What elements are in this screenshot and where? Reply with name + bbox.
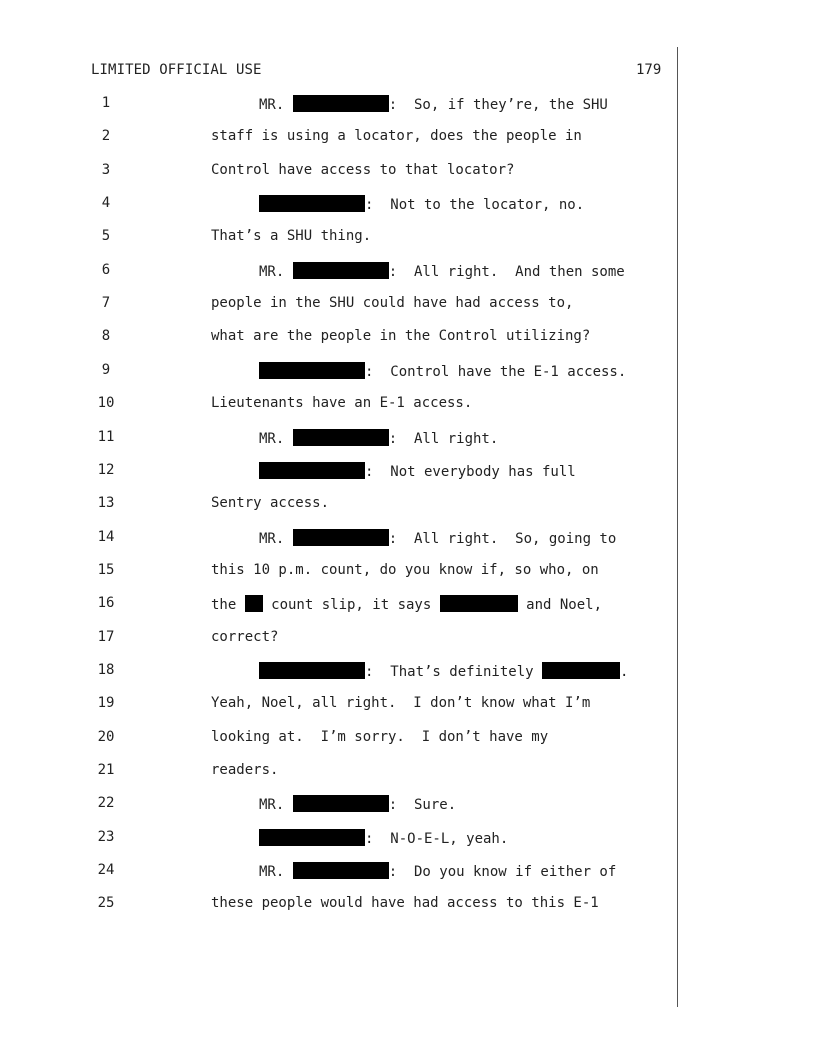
line-text	[259, 462, 576, 480]
line-text	[211, 629, 278, 645]
line-text	[211, 228, 371, 244]
line-text-segment: readers.	[211, 762, 279, 778]
line-text	[259, 262, 625, 280]
line-text-segment: : So, if they’re, the SHU	[388, 97, 608, 113]
line-text-segment: MR.	[259, 530, 293, 547]
line-number: 15	[97, 561, 115, 578]
line-number: 6	[101, 261, 111, 278]
line-text	[211, 162, 514, 178]
redaction-box	[259, 362, 365, 379]
line-text	[259, 529, 616, 547]
line-text-segment: : All right. And then some	[388, 263, 625, 280]
line-text-segment: staff is using a locator, does the people in	[211, 128, 582, 145]
redaction-box	[245, 595, 263, 612]
line-text	[259, 95, 608, 113]
line-text-segment: correct?	[211, 628, 279, 645]
line-text-segment: Sentry access.	[211, 495, 330, 512]
redaction-box	[293, 262, 389, 279]
line-number: 23	[97, 828, 115, 845]
line-number: 16	[97, 595, 115, 612]
line-text-segment: : Do you know if either of	[388, 864, 617, 881]
redaction-box	[259, 662, 365, 679]
line-number: 4	[101, 195, 111, 212]
line-text	[211, 895, 599, 911]
redaction-box	[293, 862, 389, 879]
line-number: 22	[97, 795, 115, 812]
line-text-segment: looking at. I’m sorry. I don’t have my	[211, 728, 549, 745]
line-text-segment: MR.	[259, 263, 293, 280]
line-text	[259, 795, 456, 813]
line-text-segment: That’s a SHU thing.	[211, 228, 372, 245]
line-text	[259, 195, 584, 213]
redaction-box	[293, 795, 389, 812]
line-number: 24	[97, 862, 115, 879]
line-text	[211, 595, 602, 613]
line-text	[211, 128, 582, 144]
line-text-segment: : That’s definitely	[365, 663, 543, 680]
line-number: 14	[97, 528, 115, 545]
line-number: 12	[97, 461, 115, 478]
line-text-segment: : All right.	[388, 430, 499, 447]
line-text-segment: MR.	[259, 97, 293, 113]
line-text-segment: people in the SHU could have had access to,	[211, 295, 574, 312]
line-number: 11	[97, 428, 115, 445]
line-number: 18	[97, 661, 115, 678]
line-text	[211, 695, 590, 711]
line-number: 13	[97, 495, 115, 512]
line-text-segment: Lieutenants have an E-1 access.	[211, 395, 473, 412]
redaction-box	[259, 462, 365, 479]
line-text-segment: MR.	[259, 430, 293, 447]
line-text-segment: MR.	[259, 864, 293, 881]
line-text-segment: what are the people in the Control utilizing?	[211, 328, 591, 345]
line-text	[211, 729, 548, 745]
line-number: 1	[101, 95, 111, 111]
line-number: 2	[101, 128, 111, 145]
redaction-box	[542, 662, 620, 679]
line-text-segment: MR.	[259, 797, 293, 814]
line-text	[259, 862, 616, 880]
line-text	[211, 395, 472, 411]
line-text	[211, 762, 278, 778]
line-text-segment: : N-O-E-L, yeah.	[365, 830, 509, 847]
line-text-segment: these people would have had access to this E-1	[211, 895, 599, 912]
line-text	[259, 829, 508, 847]
line-text-segment: .	[620, 663, 629, 680]
redaction-box	[259, 829, 365, 846]
right-margin-rule	[677, 47, 678, 1007]
line-text	[259, 362, 626, 380]
redaction-box	[293, 529, 389, 546]
line-number: 20	[97, 728, 115, 745]
line-text	[211, 328, 590, 344]
line-text-segment: the	[211, 597, 245, 614]
redaction-box	[293, 429, 389, 446]
line-text-segment: Control have access to that locator?	[211, 161, 515, 178]
line-text	[211, 295, 573, 311]
line-number: 3	[101, 161, 111, 178]
line-text-segment: this 10 p.m. count, do you know if, so who, on	[211, 561, 599, 578]
line-text-segment: and Noel,	[517, 597, 603, 614]
line-number: 25	[97, 895, 115, 912]
redaction-box	[259, 195, 365, 212]
redaction-box	[293, 95, 389, 112]
line-number: 21	[97, 762, 115, 778]
line-number: 9	[101, 361, 111, 378]
line-number: 5	[101, 228, 111, 245]
line-number: 8	[101, 328, 111, 345]
line-number: 7	[101, 295, 111, 312]
line-number: 10	[97, 395, 115, 412]
line-text-segment: : Not to the locator, no.	[365, 197, 585, 214]
line-text	[211, 495, 329, 511]
line-number: 19	[97, 695, 115, 712]
redaction-box	[440, 595, 518, 612]
line-text-segment: : Sure.	[388, 797, 457, 814]
line-text	[259, 429, 498, 447]
line-text-segment: : All right. So, going to	[388, 530, 617, 547]
line-text	[259, 662, 628, 680]
classification-marking: LIMITED OFFICIAL USE	[91, 62, 262, 78]
page-number: 179	[636, 62, 662, 78]
line-text-segment: : Not everybody has full	[365, 463, 576, 480]
line-text	[211, 562, 599, 578]
line-number: 17	[97, 628, 115, 645]
line-text-segment: Yeah, Noel, all right. I don’t know what I’m	[211, 695, 591, 712]
line-text-segment: : Control have the E-1 access.	[365, 363, 627, 380]
line-text-segment: count slip, it says	[262, 597, 440, 614]
